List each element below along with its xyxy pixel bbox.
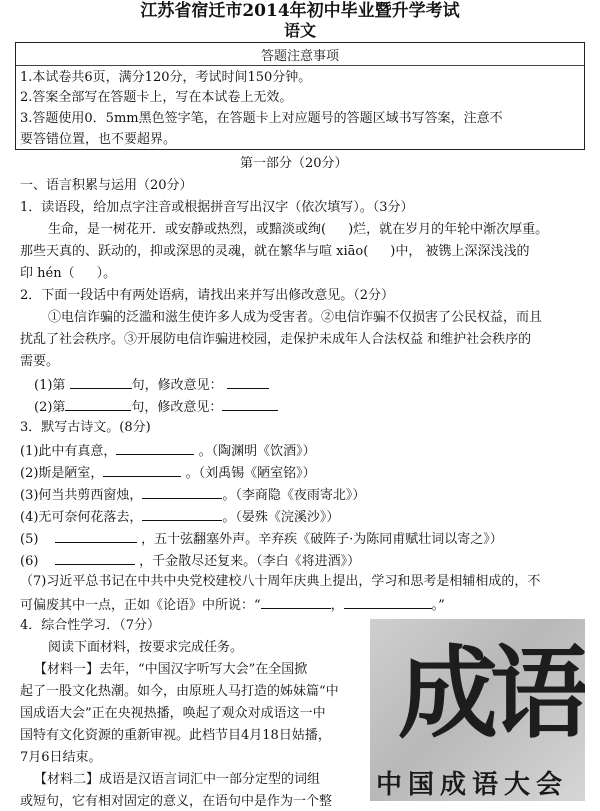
q1-stem: 1．读语段，给加点字注音或根据拼音写出汉字（依次填写）。（3分） [20, 200, 414, 215]
answer-blank [116, 441, 194, 455]
q3-item: (1)此中有真意， 。（陶渊明《饮酒》） [20, 441, 316, 461]
material-line: 起了一股文化热潮。如今，由原班人马打造的姊妹篇“中 [20, 684, 339, 699]
exam-title: 江苏省宿迁市2014年初中毕业暨升学考试 [140, 1, 460, 21]
notice-item: 要答错位置，也不要超界。 [20, 132, 177, 147]
material-line: 国特有文化资源的重新审视。此档节目4月18日姑播， [20, 728, 331, 743]
notice-heading: 答题注意事项 [260, 49, 339, 64]
q2-answer-2: (2)第 句，修改意见： [34, 397, 278, 417]
q2-passage-line: ①电信诈骗的泛滥和滋生使许多人成为受害者。②电信诈骗不仅损害了公民权益，而且 [48, 310, 543, 325]
part-heading: 第一部分（20分） [240, 156, 348, 171]
material-line: 国成语大会”正在央视热播，唤起了观众对成语这一中 [20, 706, 326, 721]
q3-item: (6) ，千金散尽还复来。（李白《将进酒》） [20, 551, 360, 571]
q3-item: (4)无可奈何花落去， 。（晏殊《浣溪沙》） [20, 507, 339, 527]
answer-blank [227, 375, 269, 389]
q3-item: (2)斯是陋室， 。（刘禹锡《陋室铭》） [20, 463, 316, 483]
photo-caption: 中国成语大会 [376, 770, 569, 800]
material-line: 7月6日结束。 [20, 750, 102, 765]
q3-item: (3)何当共剪西窗烛， 。（李商隐《夜雨寄北》） [20, 485, 365, 505]
q2-passage-line: 扰乱了社会秩序。③开展防电信诈骗进校园，走保护未成年人合法权益 和维护社会秩序的 [20, 332, 532, 347]
answer-blank [55, 529, 137, 543]
answer-blank [142, 507, 222, 521]
q3-stem: 3．默写古诗文。(8分) [20, 420, 151, 435]
notice-item: 1.本试卷共6页，满分120分，考试时间150分钟。 [20, 70, 312, 85]
chengyu-program-photo [370, 619, 585, 801]
exam-subject: 语文 [283, 21, 316, 40]
q2-passage-line: 需要。 [20, 354, 60, 369]
q1-line2: 那些天真的、跃动的，抑或深思的灵魂，就在繁华与喧 xiāo( )中， 被镌上深深浅浅的 [20, 244, 530, 259]
q1-line1: 生命，是一树花开．或安静或热烈，或黯淡或绚( )烂，就在岁月的年轮中渐次厚重。 [48, 222, 549, 237]
answer-blank [344, 595, 432, 609]
notice-box [15, 42, 585, 150]
q4-stem: 4．综合性学习．（7分） [20, 618, 161, 633]
notice-item: 2.答案全部写在答题卡上，写在本试卷上无效。 [20, 90, 293, 105]
section-heading: 一、语言积累与运用（20分） [20, 178, 193, 193]
q3-item-continued: 可偏废其中一点，正如《论语》中所说：“ ， 。” [20, 595, 445, 615]
q3-item: (5) ，五十弦翻塞外声。辛弃疾《破阵子·为陈同甫赋壮词以寄之》） [20, 529, 503, 549]
answer-blank [142, 485, 222, 499]
q2-stem: 2．下面一段话中有两处语病，请找出来并写出修改意见。（2分） [20, 288, 395, 303]
answer-blank [222, 397, 278, 411]
answer-blank [103, 463, 181, 477]
notice-divider [16, 65, 584, 66]
photo-big-text: 成语 [398, 635, 582, 752]
answer-blank [261, 595, 331, 609]
q1-line3: 印 hén（ ）。 [20, 266, 117, 281]
notice-item: 3.答题使用0．5mm黑色签字笔，在答题卡上对应题号的答题区域书写答案，注意不 [20, 111, 503, 126]
answer-blank [65, 397, 131, 411]
q3-item: （7)习近平总书记在中共中央党校建校八十周年庆典上提出，学习和思考是相辅相成的，不 [20, 574, 541, 589]
answer-blank [55, 551, 135, 565]
answer-blank [70, 375, 132, 389]
q4-intro: 阅读下面材料，按要求完成任务。 [48, 640, 244, 655]
q2-answer-1: (1)第 句，修改意见： [34, 375, 269, 395]
material-line: 或短句，它有相对固定的意义，在语句中是作为一个整 [20, 794, 333, 809]
material-line: 【材料一】去年，“中国汉字听写大会”在全国掀 [34, 662, 308, 677]
material-line: 【材料二】成语是汉语言词汇中一部分定型的词组 [34, 772, 321, 787]
